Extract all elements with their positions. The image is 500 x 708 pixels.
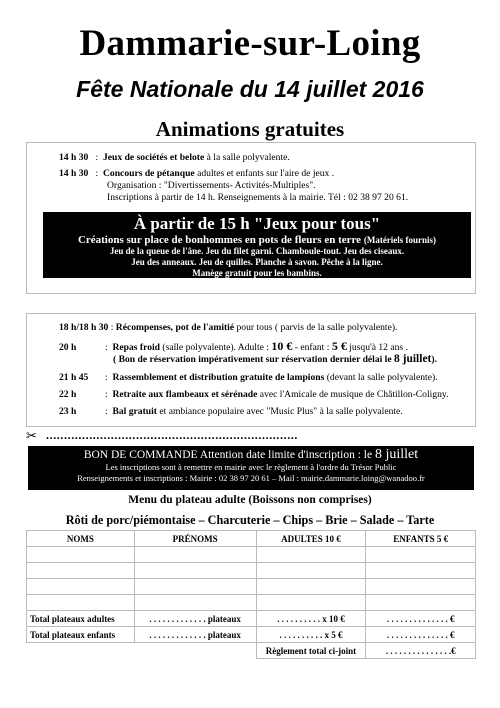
jeux-pour-tous-banner [43, 212, 471, 278]
table-row [27, 595, 476, 611]
total-adultes-price[interactable]: . . . . . . . . . . x 10 € [256, 611, 366, 627]
header-noms: NOMS [27, 531, 135, 547]
cell-nom[interactable] [27, 547, 135, 563]
cell-enfants[interactable] [366, 547, 476, 563]
cell-prenom[interactable] [134, 563, 256, 579]
header-adultes: ADULTES 10 € [256, 531, 366, 547]
cell-adultes[interactable] [256, 547, 366, 563]
table-row [27, 563, 476, 579]
cell-enfants[interactable] [366, 579, 476, 595]
total-adultes-row [27, 611, 476, 627]
total-adultes-plateaux[interactable]: . . . . . . . . . . . . . plateaux [134, 611, 256, 627]
cut-line: ...................................................................... [46, 428, 298, 442]
banner-creations: Créations sur place de bonhommes en pots de fleurs en terre (Matériels fournis) [77, 234, 437, 246]
total-adultes-label: Total plateaux adultes [27, 611, 135, 627]
table-header-row [27, 531, 476, 547]
cell-nom[interactable] [27, 563, 135, 579]
total-enfants-plateaux[interactable]: . . . . . . . . . . . . . plateaux [134, 627, 256, 643]
total-adultes-amount[interactable]: . . . . . . . . . . . . . . € [366, 611, 476, 627]
total-enfants-amount[interactable]: . . . . . . . . . . . . . . € [366, 627, 476, 643]
cell-enfants[interactable] [366, 595, 476, 611]
banner-games-2: Jeu des anneaux. Jeu de quilles. Planche à savon. Pêche à la ligne. [131, 257, 383, 267]
schedule-line-bal: 23 h : Bal gratuit et ambiance populaire avec "Music Plus" à la salle polyvalente. [59, 406, 403, 417]
menu-title: Menu du plateau adulte (Boissons non comprises) [128, 494, 372, 506]
header-enfants: ENFANTS 5 € [366, 531, 476, 547]
schedule-line-reservation: ( Bon de réservation impérativement sur réservation dernier délai le 8 juillet). [113, 353, 437, 365]
cell-prenom[interactable] [134, 579, 256, 595]
order-form-title: BON DE COMMANDE Attention date limite d'inscription : le 8 juillet [83, 447, 419, 462]
total-enfants-price[interactable]: . . . . . . . . . . x 5 € [256, 627, 366, 643]
table-row [27, 547, 476, 563]
schedule-box-evening [26, 313, 476, 427]
cell-enfants[interactable] [366, 563, 476, 579]
schedule-line-flambeaux: 22 h : Retraite aux flambeaux et sérénade avec l'Amicale de musique de Châtillon-Coligny. [59, 389, 449, 400]
reglement-row [27, 643, 476, 659]
cell-prenom[interactable] [134, 595, 256, 611]
order-form-banner [28, 446, 474, 490]
reglement-label: Règlement total ci-joint [256, 643, 366, 659]
order-table [26, 530, 476, 659]
cell-nom[interactable] [27, 579, 135, 595]
cell-adultes[interactable] [256, 563, 366, 579]
cell-prenom[interactable] [134, 547, 256, 563]
animations-heading: Animations gratuites [155, 117, 345, 141]
cell-nom[interactable] [27, 595, 135, 611]
header-prenoms: PRÉNOMS [134, 531, 256, 547]
table-row [27, 579, 476, 595]
menu-items: Rôti de porc/piémontaise – Charcuterie – Chips – Brie – Salade – Tarte [65, 513, 435, 527]
order-form-contact: Renseignements et inscriptions : Mairie : 02 38 97 20 61 – Mail : mairie.dammarie.loing@wanadoo.fr [77, 473, 425, 483]
schedule-line-lampions: 21 h 45 : Rassemblement et distribution gratuite de lampions (devant la salle polyvalente). [59, 372, 438, 383]
cell-adultes[interactable] [256, 579, 366, 595]
order-form-instructions: Les inscriptions sont à remettre en mairie avec le règlement à l'ordre du Trésor Public [105, 462, 397, 472]
scissors-icon: ✂ [26, 428, 37, 443]
schedule-line-recompenses: 18 h/18 h 30 : Récompenses, pot de l'amitié pour tous ( parvis de la salle polyvalente). [59, 322, 398, 333]
schedule-line-petanque: 14 h 30 : Concours de pétanque adultes et enfants sur l'aire de jeux . [59, 168, 335, 179]
schedule-line-belote: 14 h 30 : Jeux de sociétés et belote à la salle polyvalente. [59, 152, 290, 163]
cell-adultes[interactable] [256, 595, 366, 611]
event-subtitle: Fête Nationale du 14 juillet 2016 [76, 76, 424, 102]
schedule-line-organisation: Organisation : "Divertissements- Activités-Multiples". [107, 180, 316, 191]
schedule-line-inscriptions: Inscriptions à partir de 14 h. Renseignements à la mairie. Tél : 02 38 97 20 61. [107, 192, 409, 203]
schedule-line-repas: 20 h : Repas froid (salle polyvalente). Adulte : 10 € - enfant : 5 € jusqu'à 12 ans . [59, 339, 408, 353]
banner-headline: À partir de 15 h "Jeux pour tous" [133, 214, 381, 233]
reglement-amount[interactable]: . . . . . . . . . . . . . . .€ [366, 643, 476, 659]
banner-manege: Manège gratuit pour les bambins. [192, 268, 322, 278]
page-title: Dammarie-sur-Loing [79, 23, 421, 64]
total-enfants-row [27, 627, 476, 643]
total-enfants-label: Total plateaux enfants [27, 627, 135, 643]
banner-games-1: Jeu de la queue de l'âne. Jeu du filet garni. Chamboule-tout. Jeu des ciseaux. [109, 246, 405, 256]
